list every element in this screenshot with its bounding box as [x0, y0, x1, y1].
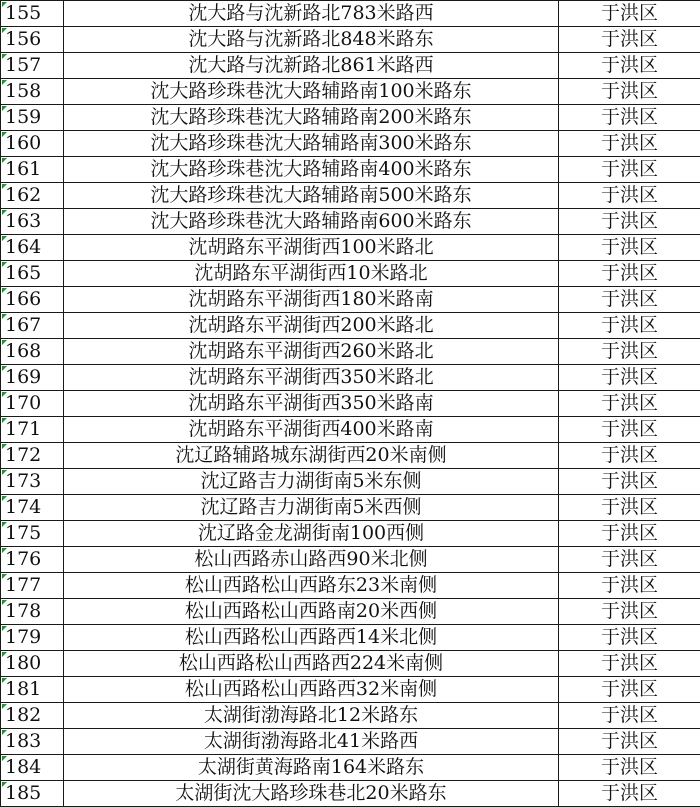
location-cell[interactable]: 沈大路与沈新路北861米路西 — [64, 53, 559, 79]
error-indicator-icon — [2, 262, 7, 267]
row-number: 168 — [5, 340, 41, 362]
table-row[interactable] — [1, 417, 700, 443]
error-indicator-icon — [2, 418, 7, 423]
district-cell[interactable]: 于洪区 — [559, 391, 700, 417]
error-indicator-icon — [2, 652, 7, 657]
location-cell[interactable]: 沈大路珍珠巷沈大路辅路南400米路东 — [64, 157, 559, 183]
table-row[interactable] — [1, 729, 700, 755]
error-indicator-icon — [2, 236, 7, 241]
error-indicator-icon — [2, 184, 7, 189]
district-cell[interactable]: 于洪区 — [559, 547, 700, 573]
error-indicator-icon — [2, 340, 7, 345]
error-indicator-icon — [2, 28, 7, 33]
table-row[interactable] — [1, 105, 700, 131]
error-indicator-icon — [2, 678, 7, 683]
row-number-cell[interactable] — [1, 391, 64, 417]
district-cell[interactable]: 于洪区 — [559, 339, 700, 365]
row-number-cell[interactable] — [1, 235, 64, 261]
location-cell[interactable]: 沈大路珍珠巷沈大路辅路南100米路东 — [64, 79, 559, 105]
row-number-cell[interactable] — [1, 573, 64, 599]
row-number: 173 — [5, 470, 41, 492]
row-number-cell[interactable] — [1, 339, 64, 365]
error-indicator-icon — [2, 470, 7, 475]
table-row[interactable] — [1, 599, 700, 625]
row-number: 174 — [5, 496, 41, 518]
table-row[interactable] — [1, 235, 700, 261]
district-cell[interactable]: 于洪区 — [559, 469, 700, 495]
row-number-cell[interactable] — [1, 157, 64, 183]
location-cell[interactable]: 松山西路松山西路西14米北侧 — [64, 625, 559, 651]
location-cell[interactable]: 太湖街沈大路珍珠巷北20米路东 — [64, 781, 559, 807]
table-row[interactable] — [1, 443, 700, 469]
error-indicator-icon — [2, 704, 7, 709]
table-row[interactable] — [1, 131, 700, 157]
location-cell[interactable]: 沈大路珍珠巷沈大路辅路南500米路东 — [64, 183, 559, 209]
row-number: 157 — [5, 54, 41, 76]
table-row[interactable] — [1, 79, 700, 105]
district-cell[interactable]: 于洪区 — [559, 755, 700, 781]
location-cell[interactable]: 沈大路与沈新路北848米路东 — [64, 27, 559, 53]
location-cell[interactable]: 沈胡路东平湖街西400米路南 — [64, 417, 559, 443]
row-number: 160 — [5, 132, 41, 154]
row-number-cell[interactable] — [1, 729, 64, 755]
row-number: 177 — [5, 574, 41, 596]
error-indicator-icon — [2, 444, 7, 449]
location-cell[interactable]: 沈辽路辅路城东湖街西20米南侧 — [64, 443, 559, 469]
location-cell[interactable]: 沈辽路金龙湖街南100西侧 — [64, 521, 559, 547]
table-row[interactable] — [1, 313, 700, 339]
row-number: 163 — [5, 210, 41, 232]
location-cell[interactable]: 太湖街黄海路南164米路东 — [64, 755, 559, 781]
row-number: 169 — [5, 366, 41, 388]
district-cell[interactable]: 于洪区 — [559, 53, 700, 79]
error-indicator-icon — [2, 756, 7, 761]
table-row[interactable] — [1, 157, 700, 183]
location-cell[interactable]: 松山西路松山西路南20米西侧 — [64, 599, 559, 625]
district-cell[interactable]: 于洪区 — [559, 703, 700, 729]
location-cell[interactable]: 松山西路赤山路西90米北侧 — [64, 547, 559, 573]
table-row[interactable] — [1, 27, 700, 53]
district-cell[interactable]: 于洪区 — [559, 599, 700, 625]
row-number: 166 — [5, 288, 41, 310]
row-number-cell[interactable] — [1, 677, 64, 703]
district-cell[interactable]: 于洪区 — [559, 417, 700, 443]
row-number: 175 — [5, 522, 41, 544]
table-row[interactable] — [1, 521, 700, 547]
table-row[interactable] — [1, 183, 700, 209]
error-indicator-icon — [2, 600, 7, 605]
row-number: 164 — [5, 236, 41, 258]
error-indicator-icon — [2, 392, 7, 397]
table-row[interactable] — [1, 1, 700, 27]
row-number: 181 — [5, 678, 41, 700]
row-number: 171 — [5, 418, 41, 440]
row-number: 185 — [5, 782, 41, 804]
district-cell[interactable]: 于洪区 — [559, 677, 700, 703]
table-row[interactable] — [1, 53, 700, 79]
row-number-cell[interactable] — [1, 261, 64, 287]
location-cell[interactable]: 沈胡路东平湖街西260米路北 — [64, 339, 559, 365]
table-row[interactable] — [1, 781, 700, 807]
location-cell[interactable]: 沈胡路东平湖街西350米路北 — [64, 365, 559, 391]
district-cell[interactable]: 于洪区 — [559, 625, 700, 651]
row-number: 184 — [5, 756, 41, 778]
district-cell[interactable]: 于洪区 — [559, 27, 700, 53]
row-number: 180 — [5, 652, 41, 674]
district-cell[interactable]: 于洪区 — [559, 495, 700, 521]
district-cell[interactable]: 于洪区 — [559, 261, 700, 287]
row-number-cell[interactable] — [1, 79, 64, 105]
district-cell[interactable]: 于洪区 — [559, 157, 700, 183]
location-cell[interactable]: 太湖街渤海路北12米路东 — [64, 703, 559, 729]
table-row[interactable] — [1, 339, 700, 365]
error-indicator-icon — [2, 522, 7, 527]
table-row[interactable] — [1, 365, 700, 391]
location-cell[interactable]: 沈大路珍珠巷沈大路辅路南600米路东 — [64, 209, 559, 235]
location-cell[interactable]: 沈大路与沈新路北783米路西 — [64, 1, 559, 27]
row-number: 183 — [5, 730, 41, 752]
row-number: 155 — [5, 2, 41, 24]
row-number-cell[interactable] — [1, 651, 64, 677]
location-cell[interactable]: 松山西路松山西路西32米南侧 — [64, 677, 559, 703]
row-number-cell[interactable] — [1, 131, 64, 157]
district-cell[interactable]: 于洪区 — [559, 131, 700, 157]
error-indicator-icon — [2, 496, 7, 501]
district-cell[interactable]: 于洪区 — [559, 573, 700, 599]
row-number-cell[interactable] — [1, 755, 64, 781]
row-number-cell[interactable] — [1, 521, 64, 547]
row-number: 167 — [5, 314, 41, 336]
error-indicator-icon — [2, 314, 7, 319]
row-number-cell[interactable] — [1, 313, 64, 339]
location-cell[interactable]: 沈辽路吉力湖街南5米西侧 — [64, 495, 559, 521]
district-cell[interactable]: 于洪区 — [559, 105, 700, 131]
row-number: 176 — [5, 548, 41, 570]
error-indicator-icon — [2, 80, 7, 85]
location-cell[interactable]: 沈大路珍珠巷沈大路辅路南300米路东 — [64, 131, 559, 157]
error-indicator-icon — [2, 782, 7, 787]
location-cell[interactable]: 沈胡路东平湖街西200米路北 — [64, 313, 559, 339]
table-row[interactable] — [1, 261, 700, 287]
table-row[interactable] — [1, 469, 700, 495]
row-number-cell[interactable] — [1, 27, 64, 53]
district-cell[interactable]: 于洪区 — [559, 287, 700, 313]
location-cell[interactable]: 沈辽路吉力湖街南5米东侧 — [64, 469, 559, 495]
row-number-cell[interactable] — [1, 469, 64, 495]
error-indicator-icon — [2, 158, 7, 163]
location-cell[interactable]: 沈胡路东平湖街西180米路南 — [64, 287, 559, 313]
table-row[interactable] — [1, 703, 700, 729]
location-cell[interactable]: 松山西路松山西路西224米南侧 — [64, 651, 559, 677]
error-indicator-icon — [2, 106, 7, 111]
row-number: 178 — [5, 600, 41, 622]
row-number-cell[interactable] — [1, 495, 64, 521]
row-number: 182 — [5, 704, 41, 726]
error-indicator-icon — [2, 626, 7, 631]
error-indicator-icon — [2, 366, 7, 371]
table-row[interactable] — [1, 651, 700, 677]
error-indicator-icon — [2, 288, 7, 293]
error-indicator-icon — [2, 210, 7, 215]
location-cell[interactable]: 沈胡路东平湖街西350米路南 — [64, 391, 559, 417]
row-number-cell[interactable] — [1, 703, 64, 729]
row-number-cell[interactable] — [1, 417, 64, 443]
row-number: 159 — [5, 106, 41, 128]
row-number-cell[interactable] — [1, 287, 64, 313]
error-indicator-icon — [2, 730, 7, 735]
row-number-cell[interactable] — [1, 365, 64, 391]
table-row[interactable] — [1, 625, 700, 651]
error-indicator-icon — [2, 548, 7, 553]
table-row[interactable] — [1, 677, 700, 703]
table-row[interactable] — [1, 495, 700, 521]
table-body — [1, 1, 700, 807]
table-row[interactable] — [1, 547, 700, 573]
table-row[interactable] — [1, 287, 700, 313]
district-cell[interactable]: 于洪区 — [559, 729, 700, 755]
district-cell[interactable]: 于洪区 — [559, 1, 700, 27]
location-cell[interactable]: 沈胡路东平湖街西100米路北 — [64, 235, 559, 261]
error-indicator-icon — [2, 54, 7, 59]
row-number: 162 — [5, 184, 41, 206]
row-number: 161 — [5, 158, 41, 180]
table-row[interactable] — [1, 755, 700, 781]
row-number-cell[interactable] — [1, 1, 64, 27]
table-row[interactable] — [1, 573, 700, 599]
error-indicator-icon — [2, 574, 7, 579]
location-cell[interactable]: 沈胡路东平湖街西10米路北 — [64, 261, 559, 287]
district-cell[interactable]: 于洪区 — [559, 651, 700, 677]
row-number-cell[interactable] — [1, 209, 64, 235]
row-number: 172 — [5, 444, 41, 466]
district-cell[interactable]: 于洪区 — [559, 521, 700, 547]
row-number: 156 — [5, 28, 41, 50]
district-cell[interactable]: 于洪区 — [559, 209, 700, 235]
row-number: 165 — [5, 262, 41, 284]
row-number: 158 — [5, 80, 41, 102]
district-cell[interactable]: 于洪区 — [559, 443, 700, 469]
row-number-cell[interactable] — [1, 625, 64, 651]
row-number-cell[interactable] — [1, 443, 64, 469]
row-number-cell[interactable] — [1, 53, 64, 79]
district-cell[interactable]: 于洪区 — [559, 313, 700, 339]
row-number-cell[interactable] — [1, 105, 64, 131]
table-row[interactable] — [1, 391, 700, 417]
district-cell[interactable]: 于洪区 — [559, 781, 700, 807]
row-number-cell[interactable] — [1, 183, 64, 209]
district-cell[interactable]: 于洪区 — [559, 235, 700, 261]
row-number-cell[interactable] — [1, 599, 64, 625]
table-row[interactable] — [1, 209, 700, 235]
error-indicator-icon — [2, 2, 7, 7]
row-number: 170 — [5, 392, 41, 414]
location-cell[interactable]: 沈大路珍珠巷沈大路辅路南200米路东 — [64, 105, 559, 131]
row-number-cell[interactable] — [1, 781, 64, 807]
location-cell[interactable]: 太湖街渤海路北41米路西 — [64, 729, 559, 755]
row-number-cell[interactable] — [1, 547, 64, 573]
district-cell[interactable]: 于洪区 — [559, 79, 700, 105]
district-cell[interactable]: 于洪区 — [559, 365, 700, 391]
location-cell[interactable]: 松山西路松山西路东23米南侧 — [64, 573, 559, 599]
row-number: 179 — [5, 626, 41, 648]
district-cell[interactable]: 于洪区 — [559, 183, 700, 209]
error-indicator-icon — [2, 132, 7, 137]
